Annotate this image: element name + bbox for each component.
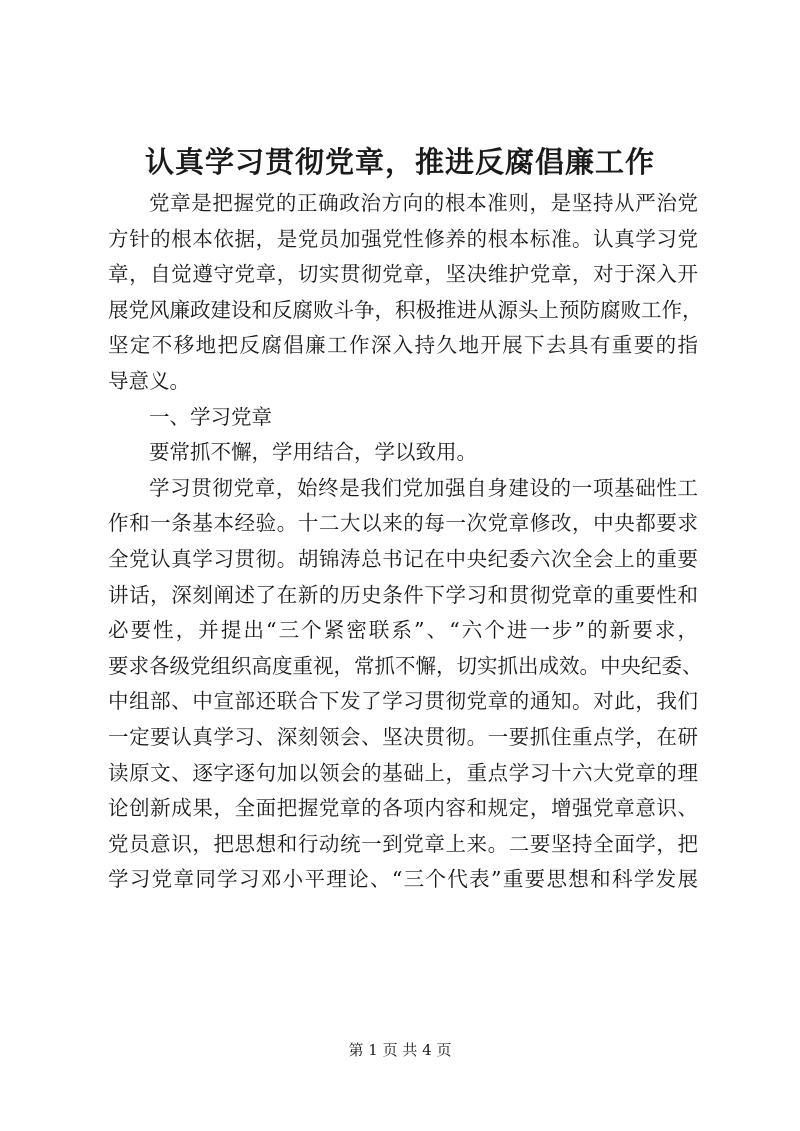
paragraph-line: 作和一条基本经验。十二大以来的每一次党章修改，中央都要求: [108, 511, 698, 536]
paragraph-line: 党章是把握党的正确政治方向的根本准则，是坚持从严治党: [149, 191, 698, 215]
paragraph-line: 学习贯彻党章，始终是我们党加强自身建设的一项基础性工: [149, 475, 698, 500]
paragraph-line: 学习党章同学习邓小平理论、“三个代表”重要思想和科学发展: [108, 867, 698, 892]
page-footer: 第 1 页 共 4 页: [348, 1041, 452, 1059]
paragraph-line: 读原文、逐字逐句加以领会的基础上，重点学习十六大党章的理: [108, 760, 698, 785]
paragraph-line: 导意义。: [108, 368, 190, 393]
paragraph-line: 坚定不移地把反腐倡廉工作深入持久地开展下去具有重要的指: [108, 333, 698, 358]
paragraph-line: 章，自觉遵守党章，切实贯彻党章，坚决维护党章，对于深入开: [108, 262, 698, 287]
paragraph-line: 党员意识，把思想和行动统一到党章上来。二要坚持全面学，把: [108, 831, 698, 856]
document-body: [108, 186, 703, 898]
paragraph-line: 一定要认真学习、深刻领会、坚决贯彻。一要抓住重点学，在研: [108, 724, 698, 749]
paragraph-line: 中组部、中宣部还联合下发了学习贯彻党章的通知。对此，我们: [108, 689, 698, 714]
paragraph-line: 展党风廉政建设和反腐败斗争，积极推进从源头上预防腐败工作，: [108, 297, 703, 322]
paragraph-line: 讲话，深刻阐述了在新的历史条件下学习和贯彻党章的重要性和: [108, 582, 698, 607]
paragraph-line: 方针的根本依据，是党员加强党性修养的根本标准。认真学习党: [108, 226, 698, 251]
paragraph-line: 要常抓不懈，学用结合，学以致用。: [149, 440, 477, 465]
paragraph-line: 全党认真学习贯彻。胡锦涛总书记在中央纪委六次全会上的重要: [108, 546, 698, 571]
section-heading: 一、学习党章: [149, 404, 272, 429]
document-title: 认真学习贯彻党章，推进反腐倡廉工作: [144, 145, 655, 179]
paragraph-line: 要求各级党组织高度重视，常抓不懈，切实抓出成效。中央纪委、: [108, 653, 703, 678]
paragraph-line: 论创新成果，全面把握党章的各项内容和规定，增强党章意识、: [108, 796, 698, 821]
paragraph-line: 必要性，并提出“三个紧密联系”、“六个进一步”的新要求，: [108, 618, 698, 643]
